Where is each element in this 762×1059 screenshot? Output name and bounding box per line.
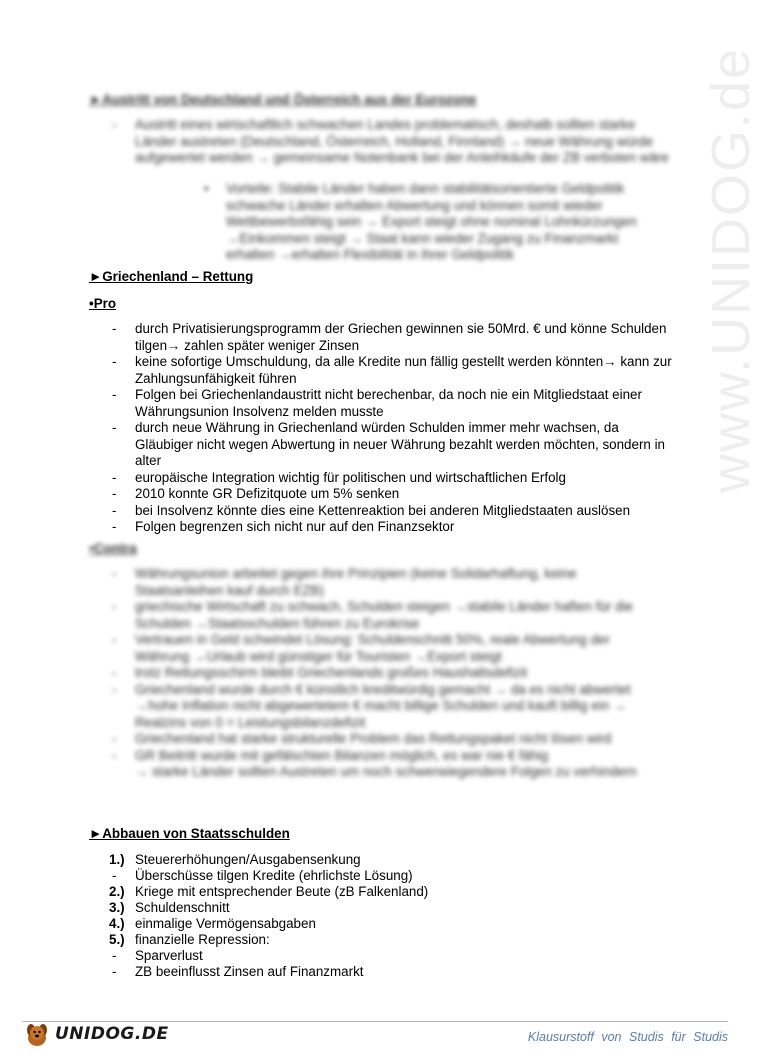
staatsschulden-list	[89, 852, 679, 980]
contra-list	[89, 566, 664, 781]
list-item: - Vertrauen in Geld schwindet Lösung: Schuldenschnitt 50%, reale Abwertung der Währung →Urlaub wird günstiger für Touristen →Export steigt	[112, 632, 610, 664]
list-item: - durch Privatisierungsprogramm der Griechen gewinnen sie 50Mrd. € und könne Schulden tilgen→ zahlen später weniger Zinsen	[112, 321, 667, 353]
list-item: - Folgen bei Griechenlandaustritt nicht berechenbar, da noch nie ein Mitgliedstaat einer Währungsunion Insolvenz melden musste	[112, 387, 642, 419]
section-heading-austritt: ►Austritt von Deutschland und Österreich aus der Eurozone	[89, 92, 477, 107]
list-item: 2.) Kriege mit entsprechender Beute (zB Falkenland)	[109, 884, 429, 899]
list-item: - GR Beitritt wurde mit gefälschten Bilanzen möglich, es war nie € fähig	[112, 747, 549, 763]
list-item: - trotz Rettungsschirm bleibt Griechenlands großes Haushaltsdefizit	[112, 665, 528, 680]
section-heading-staatsschulden: ►Abbauen von Staatsschulden	[89, 826, 290, 841]
list-item: - griechische Wirtschaft zu schwach, Schulden steigen →stabile Länder haften für die Schulden →Staatsschulden führen zu Eurokrise	[112, 599, 633, 631]
list-item: - Griechenland wurde durch € künstlich kreditwürdig gemacht → da es nicht abwertet →hohe Inflation nicht abgewertetem € macht billige Schulden und kauft billig ein → Realzins von 0 = Leistungsbilanzdefizit	[112, 681, 631, 730]
list-item: - Sparverlust	[112, 948, 203, 963]
list-item: - keine sofortige Umschuldung, da alle Kredite nun fällig gestellt werden könnten→ kann zur Zahlungsunfähigkeit führen	[112, 354, 672, 386]
unidog-logo[interactable]	[22, 1019, 169, 1049]
list-item: → starke Länder sollten Austreten um noch schwerwiegendere Folgen zu verhindern	[135, 764, 637, 779]
section-heading-griechenland: ►Griechenland – Rettung	[89, 269, 254, 284]
list-item: - Austritt eines wirtschaftlich schwachen Landes problematisch, deshalb sollten starke Länder austreten (Deutschland, Österreich, Holland, Finnland) → neue Währung würde aufgewertet werden → gemeinsame Notenbank bei der Anleihkäufe der ZB verboten wäre	[112, 117, 669, 165]
list-item: • Vorteile: Stabile Länder haben dann stabilitätsorientierte Geldpolitik schwache Länder erhalten Abwertung und können somit wieder Wettbewerbsfähig sein → Export steigt ohne nominal Lohnkürzungen →Einkommen steigt → Staat kann wieder Zugang zu Finanzmarkt erhalten →erhalten Flexibilität in ihrer Geldpolitik	[204, 181, 637, 262]
list-item: 1.) Steuererhöhungen/Ausgabensenkung	[109, 852, 361, 867]
watermark: www.UNIDOG.de	[701, 46, 761, 494]
list-item: - bei Insolvenz könnte dies eine Kettenreaktion bei anderen Mitgliedstaaten auslösen	[112, 502, 631, 518]
list-item: - Griechenland hat starke strukturelle Problem das Rettungspaket nicht lösen wird	[112, 731, 612, 746]
austritt-list	[89, 117, 669, 167]
footer-slogan: Klausurstoff von Studis für Studis	[527, 1030, 728, 1044]
pro-list	[89, 321, 679, 536]
list-item: - Folgen begrenzen sich nicht nur auf den Finanzsektor	[112, 519, 455, 534]
list-item: - Überschüsse tilgen Kredite (ehrlichste Lösung)	[112, 868, 413, 883]
list-item: - europäische Integration wichtig für politischen und wirtschaftlichen Erfolg	[112, 469, 566, 485]
contra-label: •Contra	[89, 541, 137, 556]
list-item: - ZB beeinflusst Zinsen auf Finanzmarkt	[112, 964, 364, 979]
list-item: 5.) finanzielle Repression:	[109, 932, 270, 947]
logo-text: UNIDOG.DE	[55, 1024, 169, 1044]
pro-label: •Pro	[89, 296, 117, 311]
list-item: 3.) Schuldenschnitt	[109, 900, 230, 915]
list-item: - 2010 konnte GR Defizitquote um 5% senken	[112, 486, 400, 501]
list-item: 4.) einmalige Vermögensabgaben	[109, 916, 316, 931]
dog-icon	[22, 1019, 52, 1049]
austritt-sublist	[200, 181, 660, 264]
list-item: - Währungsunion arbeitet gegen ihre Prinzipien (keine Solidarhaftung, keine Staatsanleihen kauf durch EZB)	[112, 566, 577, 598]
list-item: - durch neue Währung in Griechenland würden Schulden immer mehr wachsen, da Gläubiger nicht wegen Abwertung in neuer Währung bezahlt werden möchten, sondern in alter	[112, 420, 666, 468]
